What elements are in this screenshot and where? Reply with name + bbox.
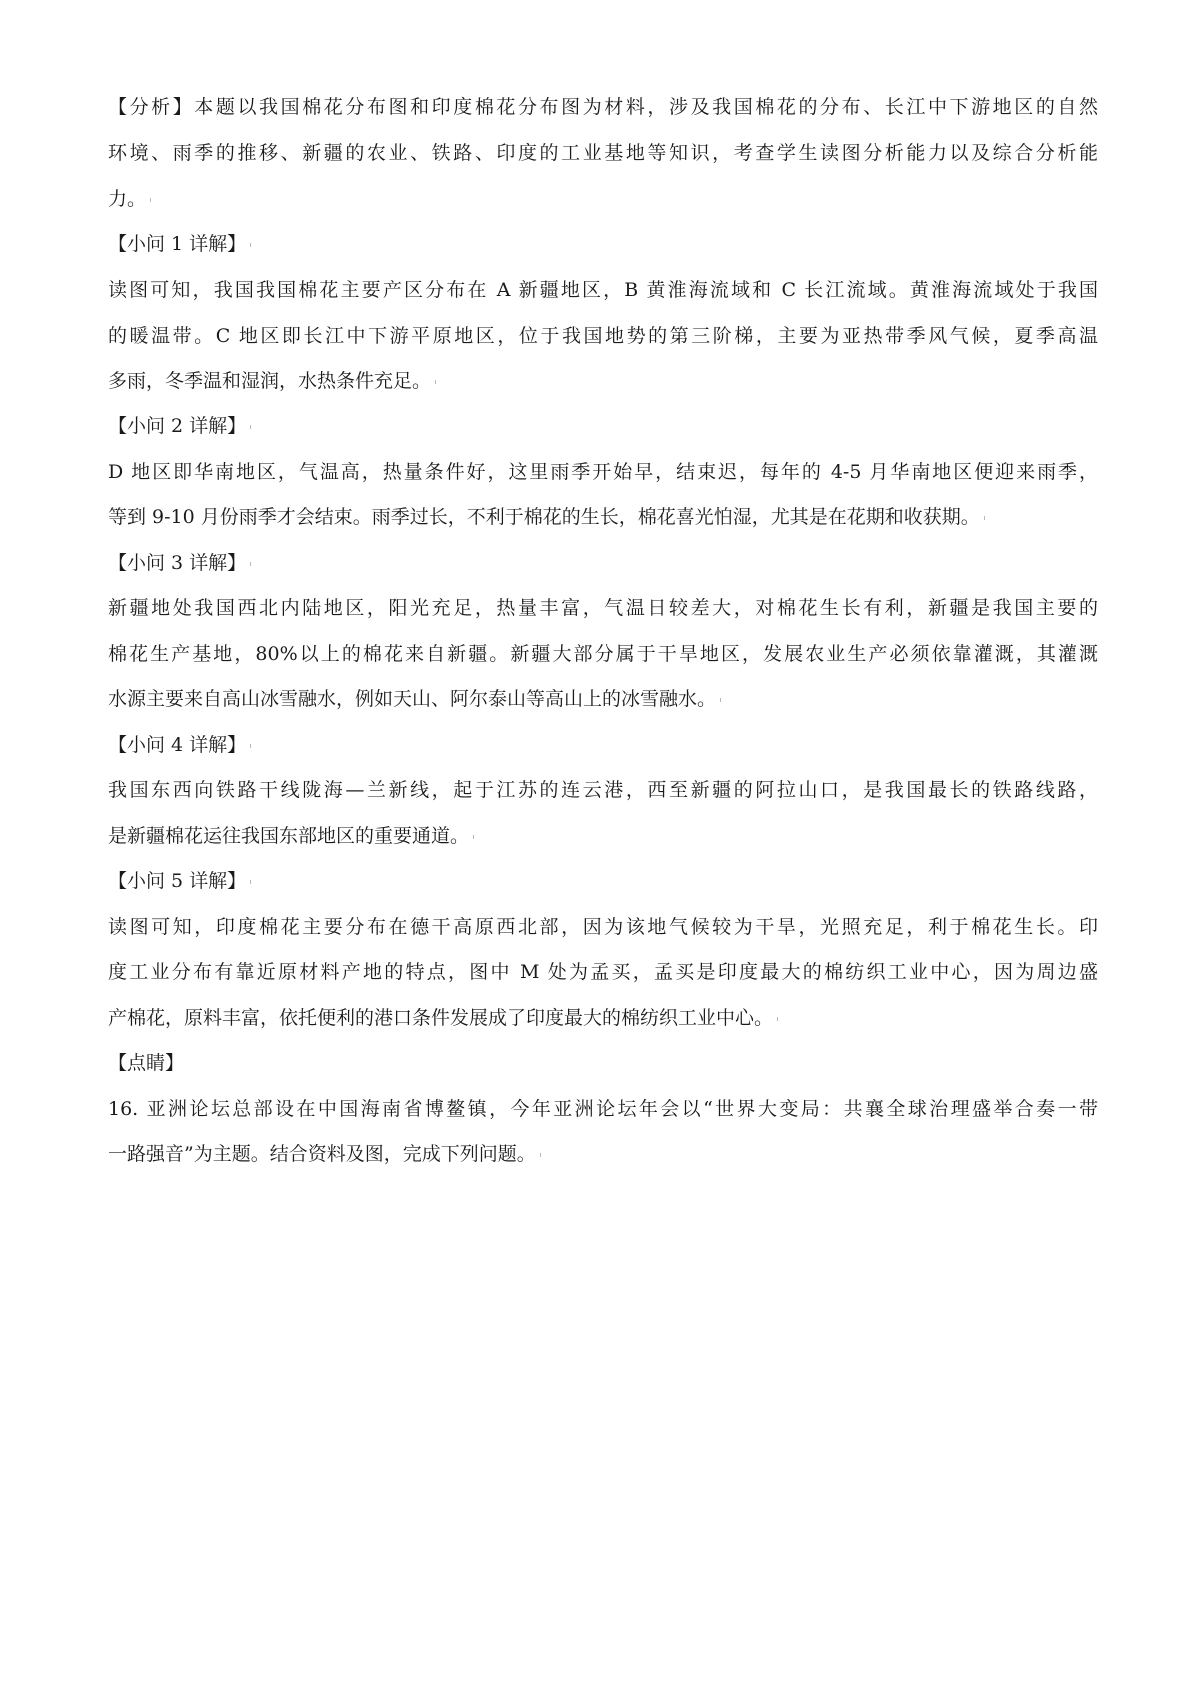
q4-line-2 (108, 823, 478, 849)
q3-line-1: 新疆地处我国西北内陆地区，阳光充足，热量丰富，气温日较差大，对棉花生长有利，新疆是我国主要的 (108, 597, 1098, 619)
q2-line-2 (108, 504, 989, 530)
q2-heading (108, 413, 255, 439)
analysis-line-2: 环境、雨季的推移、新疆的农业、铁路、印度的工业基地等知识，考查学生读图分析能力以及综合分析能 (108, 142, 1098, 164)
q3-line-3-text: 水源主要来自高山冰雪融水，例如天山、阿尔泰山等高山上的冰雪融水。 (108, 688, 717, 710)
paragraph-mark (473, 835, 478, 839)
q16-line-2-text: 一路强音”为主题。结合资料及图，完成下列问题。 (108, 1143, 536, 1165)
paragraph-mark (540, 1153, 545, 1157)
paragraph-mark (250, 243, 255, 247)
q5-line-3-text: 产棉花，原料丰富，依托便利的港口条件发展成了印度最大的棉纺织工业中心。 (108, 1007, 774, 1029)
q2-heading-text: 【小问 2 详解】 (108, 415, 247, 437)
q3-heading (108, 550, 255, 576)
q2-line-2-text: 等到 9-10 月份雨季才会结束。雨季过长，不利于棉花的生长，棉花喜光怕湿，尤其是在花期和收获期。 (108, 506, 980, 528)
paragraph-mark (984, 516, 989, 520)
paragraph-mark (777, 1017, 782, 1021)
q16-line-1: 16. 亚洲论坛总部设在中国海南省博鳌镇，今年亚洲论坛年会以“世界大变局：共襄全球治理盛举合奏一带 (108, 1098, 1098, 1120)
q3-heading-text: 【小问 3 详解】 (108, 552, 247, 574)
q5-line-2: 度工业分布有靠近原材料产地的特点，图中 M 处为孟买，孟买是印度最大的棉纺织工业中心，因为周边盛 (108, 961, 1098, 983)
q1-heading-text: 【小问 1 详解】 (108, 233, 247, 255)
q3-line-3 (108, 686, 725, 712)
analysis-line-3-text: 力。 (108, 188, 147, 210)
paragraph-mark (720, 698, 725, 702)
q4-line-2-text: 是新疆棉花运往我国东部地区的重要通道。 (108, 825, 470, 847)
q1-line-3-text: 多雨，冬季温和湿润，水热条件充足。 (108, 370, 432, 392)
q5-heading (108, 868, 255, 894)
paragraph-mark (435, 380, 440, 384)
q2-line-1: D 地区即华南地区，气温高，热量条件好，这里雨季开始早，结束迟，每年的 4-5 月华南地区便迎来雨季， (108, 461, 1098, 483)
q16-line-2 (108, 1141, 545, 1167)
q1-heading (108, 231, 255, 257)
analysis-line-3 (108, 186, 155, 212)
q5-heading-text: 【小问 5 详解】 (108, 870, 247, 892)
paragraph-mark (250, 562, 255, 566)
q3-line-2: 棉花生产基地，80%以上的棉花来自新疆。新疆大部分属于干旱地区，发展农业生产必须依靠灌溉，其灌溉 (108, 643, 1098, 665)
paragraph-mark (250, 744, 255, 748)
q4-heading (108, 732, 255, 758)
q5-line-3 (108, 1005, 782, 1031)
q1-line-1: 读图可知，我国我国棉花主要产区分布在 A 新疆地区，B 黄淮海流域和 C 长江流域。黄淮海流域处于我国 (108, 279, 1098, 301)
q4-line-1: 我国东西向铁路干线陇海—兰新线，起于江苏的连云港，西至新疆的阿拉山口，是我国最长的铁路线路， (108, 779, 1098, 801)
q5-line-1: 读图可知，印度棉花主要分布在德干高原西北部，因为该地气候较为干旱，光照充足，利于棉花生长。印 (108, 916, 1098, 938)
q1-line-3 (108, 368, 440, 394)
comment-heading: 【点睛】 (108, 1052, 185, 1074)
paragraph-mark (250, 880, 255, 884)
q1-line-2: 的暖温带。C 地区即长江中下游平原地区，位于我国地势的第三阶梯，主要为亚热带季风气候，夏季高温 (108, 325, 1098, 347)
q4-heading-text: 【小问 4 详解】 (108, 734, 247, 756)
analysis-line-1: 【分析】本题以我国棉花分布图和印度棉花分布图为材料，涉及我国棉花的分布、长江中下游地区的自然 (108, 96, 1098, 118)
paragraph-mark (150, 198, 155, 202)
paragraph-mark (250, 425, 255, 429)
